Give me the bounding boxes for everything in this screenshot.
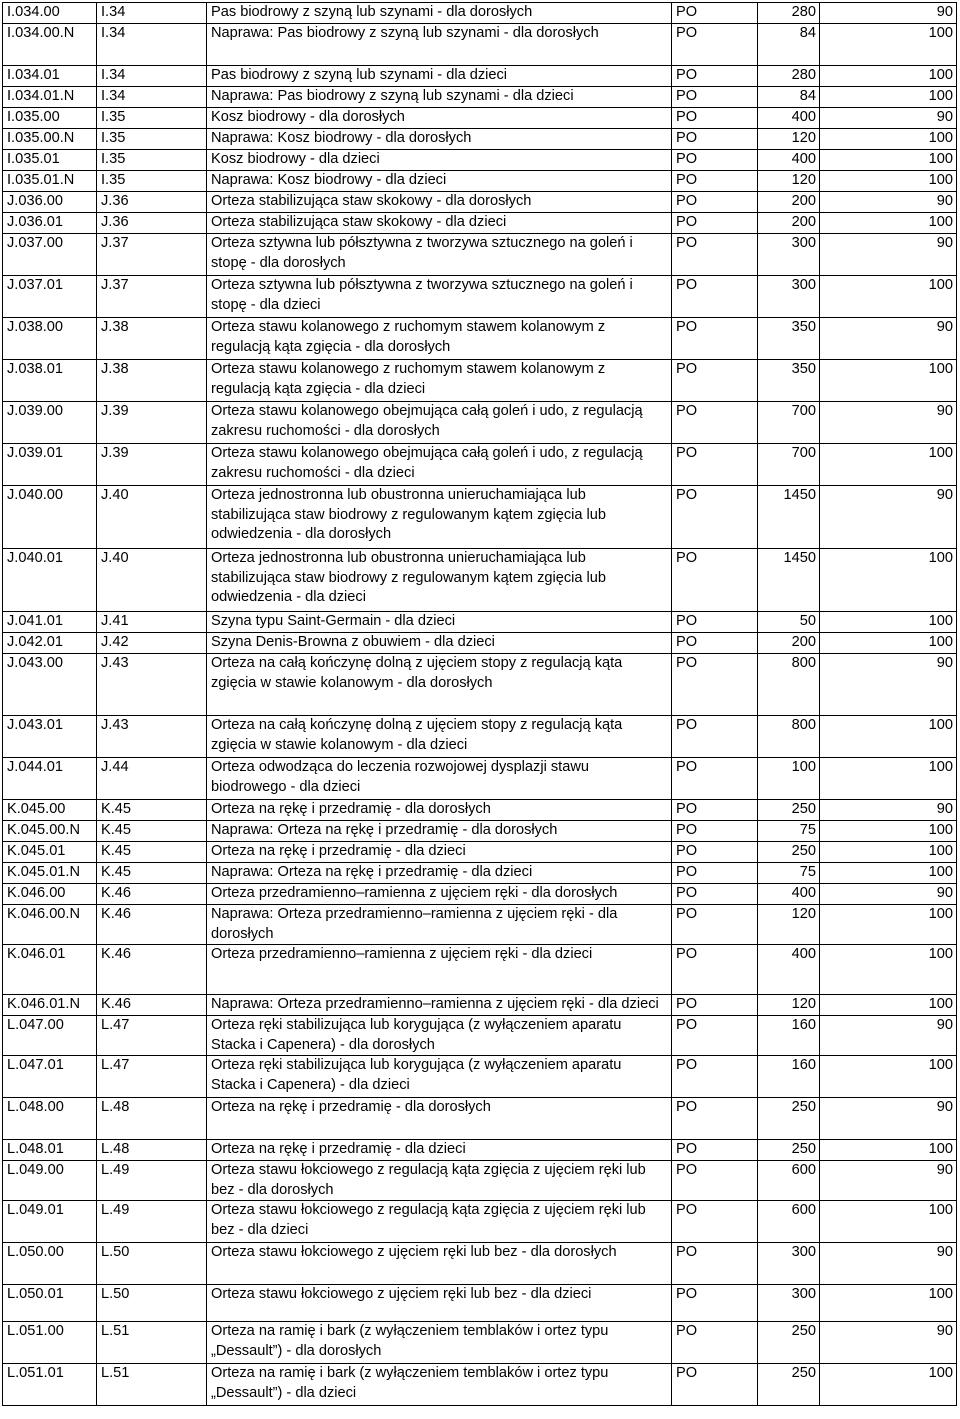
group-cell: K.45 bbox=[97, 821, 207, 842]
limit-cell: 75 bbox=[758, 821, 820, 842]
code-cell: J.044.01 bbox=[3, 758, 97, 800]
code-cell: J.040.00 bbox=[3, 486, 97, 549]
type-cell: PO bbox=[672, 129, 758, 150]
type-cell: PO bbox=[672, 1201, 758, 1243]
limit-cell: 280 bbox=[758, 66, 820, 87]
percent-cell: 100 bbox=[820, 24, 957, 66]
code-cell: L.049.00 bbox=[3, 1161, 97, 1201]
group-cell: K.45 bbox=[97, 842, 207, 863]
group-cell: J.39 bbox=[97, 402, 207, 444]
table-row bbox=[3, 995, 957, 1016]
type-cell: PO bbox=[672, 758, 758, 800]
description-cell: Pas biodrowy z szyną lub szynami - dla dorosłych bbox=[207, 3, 672, 24]
table-row bbox=[3, 842, 957, 863]
type-cell: PO bbox=[672, 66, 758, 87]
description-cell: Naprawa: Kosz biodrowy - dla dzieci bbox=[207, 171, 672, 192]
code-cell: J.042.01 bbox=[3, 633, 97, 654]
table-row bbox=[3, 633, 957, 654]
percent-cell: 90 bbox=[820, 1016, 957, 1056]
code-cell: K.046.00.N bbox=[3, 905, 97, 945]
percent-cell: 90 bbox=[820, 192, 957, 213]
percent-cell: 90 bbox=[820, 402, 957, 444]
group-cell: L.51 bbox=[97, 1364, 207, 1406]
table-row bbox=[3, 821, 957, 842]
type-cell: PO bbox=[672, 360, 758, 402]
table-row bbox=[3, 24, 957, 66]
description-cell: Orteza na rękę i przedramię - dla dorosłych bbox=[207, 800, 672, 821]
description-cell: Kosz biodrowy - dla dzieci bbox=[207, 150, 672, 171]
description-cell: Orteza stawu łokciowego z ujęciem ręki lub bez - dla dzieci bbox=[207, 1285, 672, 1322]
code-cell: I.034.01 bbox=[3, 66, 97, 87]
description-cell: Orteza stawu łokciowego z regulacją kąta zgięcia z ujęciem ręki lub bez - dla dorosłych bbox=[207, 1161, 672, 1201]
code-cell: J.037.00 bbox=[3, 234, 97, 276]
limit-cell: 250 bbox=[758, 1364, 820, 1406]
table-row bbox=[3, 884, 957, 905]
description-cell: Orteza przedramienno–ramienna z ujęciem ręki - dla dorosłych bbox=[207, 884, 672, 905]
type-cell: PO bbox=[672, 905, 758, 945]
table-row bbox=[3, 1161, 957, 1201]
percent-cell: 100 bbox=[820, 716, 957, 758]
percent-cell: 100 bbox=[820, 1140, 957, 1161]
description-cell: Orteza na całą kończynę dolną z ujęciem stopy z regulacją kąta zgięcia w stawie kolanowym - dla dorosłych bbox=[207, 654, 672, 716]
code-cell: L.050.01 bbox=[3, 1285, 97, 1322]
description-cell: Orteza na ramię i bark (z wyłączeniem temblaków i ortez typu „Dessault”) - dla dzieci bbox=[207, 1364, 672, 1406]
description-cell: Orteza stawu kolanowego z ruchomym stawem kolanowym z regulacją kąta zgięcia - dla dzieci bbox=[207, 360, 672, 402]
group-cell: I.35 bbox=[97, 129, 207, 150]
table-row bbox=[3, 863, 957, 884]
description-cell: Orteza sztywna lub półsztywna z tworzywa sztucznego na goleń i stopę - dla dorosłych bbox=[207, 234, 672, 276]
code-cell: J.037.01 bbox=[3, 276, 97, 318]
description-cell: Orteza sztywna lub półsztywna z tworzywa sztucznego na goleń i stopę - dla dzieci bbox=[207, 276, 672, 318]
code-cell: L.051.00 bbox=[3, 1322, 97, 1364]
group-cell: J.36 bbox=[97, 213, 207, 234]
limit-cell: 120 bbox=[758, 995, 820, 1016]
table-row bbox=[3, 3, 957, 24]
description-cell: Szyna typu Saint-Germain - dla dzieci bbox=[207, 612, 672, 633]
percent-cell: 100 bbox=[820, 612, 957, 633]
description-cell: Orteza stabilizująca staw skokowy - dla dzieci bbox=[207, 213, 672, 234]
group-cell: I.34 bbox=[97, 87, 207, 108]
table-row bbox=[3, 758, 957, 800]
table-row bbox=[3, 1016, 957, 1056]
table-row bbox=[3, 192, 957, 213]
limit-cell: 400 bbox=[758, 945, 820, 995]
limit-cell: 250 bbox=[758, 800, 820, 821]
table-row bbox=[3, 213, 957, 234]
type-cell: PO bbox=[672, 1140, 758, 1161]
limit-cell: 300 bbox=[758, 276, 820, 318]
type-cell: PO bbox=[672, 1364, 758, 1406]
percent-cell: 100 bbox=[820, 905, 957, 945]
percent-cell: 100 bbox=[820, 1201, 957, 1243]
type-cell: PO bbox=[672, 234, 758, 276]
code-cell: J.043.01 bbox=[3, 716, 97, 758]
code-cell: J.040.01 bbox=[3, 549, 97, 612]
group-cell: L.47 bbox=[97, 1016, 207, 1056]
table-row bbox=[3, 486, 957, 549]
group-cell: K.46 bbox=[97, 884, 207, 905]
type-cell: PO bbox=[672, 486, 758, 549]
table-row bbox=[3, 150, 957, 171]
description-cell: Orteza stawu kolanowego z ruchomym stawem kolanowym z regulacją kąta zgięcia - dla dorosłych bbox=[207, 318, 672, 360]
description-cell: Orteza stawu łokciowego z regulacją kąta zgięcia z ujęciem ręki lub bez - dla dzieci bbox=[207, 1201, 672, 1243]
percent-cell: 100 bbox=[820, 1364, 957, 1406]
type-cell: PO bbox=[672, 821, 758, 842]
type-cell: PO bbox=[672, 1243, 758, 1285]
limit-cell: 600 bbox=[758, 1201, 820, 1243]
type-cell: PO bbox=[672, 654, 758, 716]
percent-cell: 90 bbox=[820, 800, 957, 821]
type-cell: PO bbox=[672, 549, 758, 612]
code-cell: L.047.01 bbox=[3, 1056, 97, 1098]
type-cell: PO bbox=[672, 612, 758, 633]
percent-cell: 100 bbox=[820, 129, 957, 150]
table-row bbox=[3, 171, 957, 192]
table-row bbox=[3, 1243, 957, 1285]
group-cell: I.34 bbox=[97, 3, 207, 24]
limit-cell: 250 bbox=[758, 1322, 820, 1364]
description-cell: Orteza stawu kolanowego obejmująca całą goleń i udo, z regulacją zakresu ruchomości - dla dorosłych bbox=[207, 402, 672, 444]
description-cell: Orteza jednostronna lub obustronna unieruchamiająca lub stabilizująca staw biodrowy z regulowanym kątem zgięcia lub odwiedzenia - dla dorosłych bbox=[207, 486, 672, 549]
group-cell: L.51 bbox=[97, 1322, 207, 1364]
group-cell: I.35 bbox=[97, 150, 207, 171]
limit-cell: 800 bbox=[758, 654, 820, 716]
percent-cell: 100 bbox=[820, 444, 957, 486]
limit-cell: 250 bbox=[758, 1098, 820, 1140]
description-cell: Naprawa: Orteza przedramienno–ramienna z ujęciem ręki - dla dorosłych bbox=[207, 905, 672, 945]
group-cell: K.46 bbox=[97, 905, 207, 945]
code-cell: I.034.01.N bbox=[3, 87, 97, 108]
limit-cell: 600 bbox=[758, 1161, 820, 1201]
code-cell: J.036.01 bbox=[3, 213, 97, 234]
type-cell: PO bbox=[672, 108, 758, 129]
group-cell: J.39 bbox=[97, 444, 207, 486]
table-row bbox=[3, 1364, 957, 1406]
code-cell: I.035.00 bbox=[3, 108, 97, 129]
group-cell: I.34 bbox=[97, 24, 207, 66]
limit-cell: 84 bbox=[758, 24, 820, 66]
code-cell: L.049.01 bbox=[3, 1201, 97, 1243]
group-cell: L.47 bbox=[97, 1056, 207, 1098]
group-cell: J.43 bbox=[97, 716, 207, 758]
type-cell: PO bbox=[672, 444, 758, 486]
limit-cell: 1450 bbox=[758, 549, 820, 612]
type-cell: PO bbox=[672, 213, 758, 234]
table-row bbox=[3, 402, 957, 444]
type-cell: PO bbox=[672, 87, 758, 108]
description-cell: Orteza stawu kolanowego obejmująca całą goleń i udo, z regulacją zakresu ruchomości - dla dzieci bbox=[207, 444, 672, 486]
code-cell: L.047.00 bbox=[3, 1016, 97, 1056]
type-cell: PO bbox=[672, 842, 758, 863]
limit-cell: 800 bbox=[758, 716, 820, 758]
code-cell: K.045.00.N bbox=[3, 821, 97, 842]
limit-cell: 200 bbox=[758, 633, 820, 654]
table-row bbox=[3, 318, 957, 360]
code-cell: K.045.01.N bbox=[3, 863, 97, 884]
code-cell: J.043.00 bbox=[3, 654, 97, 716]
group-cell: I.35 bbox=[97, 171, 207, 192]
limit-cell: 84 bbox=[758, 87, 820, 108]
code-cell: I.034.00 bbox=[3, 3, 97, 24]
code-cell: K.045.01 bbox=[3, 842, 97, 863]
group-cell: J.42 bbox=[97, 633, 207, 654]
type-cell: PO bbox=[672, 863, 758, 884]
type-cell: PO bbox=[672, 1098, 758, 1140]
limit-cell: 120 bbox=[758, 129, 820, 150]
limit-cell: 100 bbox=[758, 758, 820, 800]
code-cell: J.041.01 bbox=[3, 612, 97, 633]
limit-cell: 250 bbox=[758, 1140, 820, 1161]
group-cell: J.40 bbox=[97, 486, 207, 549]
description-cell: Orteza ręki stabilizująca lub korygująca (z wyłączeniem aparatu Stacka i Capenera) - dla dzieci bbox=[207, 1056, 672, 1098]
group-cell: L.48 bbox=[97, 1140, 207, 1161]
percent-cell: 100 bbox=[820, 360, 957, 402]
table-row bbox=[3, 1056, 957, 1098]
description-cell: Orteza przedramienno–ramienna z ujęciem ręki - dla dzieci bbox=[207, 945, 672, 995]
type-cell: PO bbox=[672, 1016, 758, 1056]
description-cell: Orteza na całą kończynę dolną z ujęciem stopy z regulacją kąta zgięcia w stawie kolanowym - dla dzieci bbox=[207, 716, 672, 758]
type-cell: PO bbox=[672, 24, 758, 66]
type-cell: PO bbox=[672, 192, 758, 213]
table-row bbox=[3, 129, 957, 150]
table-row bbox=[3, 549, 957, 612]
table-row bbox=[3, 945, 957, 995]
limit-cell: 700 bbox=[758, 444, 820, 486]
code-cell: J.039.00 bbox=[3, 402, 97, 444]
percent-cell: 100 bbox=[820, 842, 957, 863]
group-cell: L.50 bbox=[97, 1285, 207, 1322]
group-cell: K.45 bbox=[97, 863, 207, 884]
table-row bbox=[3, 905, 957, 945]
limit-cell: 160 bbox=[758, 1016, 820, 1056]
limit-cell: 50 bbox=[758, 612, 820, 633]
limit-cell: 1450 bbox=[758, 486, 820, 549]
type-cell: PO bbox=[672, 633, 758, 654]
percent-cell: 100 bbox=[820, 549, 957, 612]
percent-cell: 100 bbox=[820, 821, 957, 842]
type-cell: PO bbox=[672, 171, 758, 192]
group-cell: K.45 bbox=[97, 800, 207, 821]
code-cell: K.046.01 bbox=[3, 945, 97, 995]
pricing-table bbox=[2, 2, 957, 1406]
type-cell: PO bbox=[672, 150, 758, 171]
type-cell: PO bbox=[672, 884, 758, 905]
type-cell: PO bbox=[672, 1056, 758, 1098]
limit-cell: 300 bbox=[758, 234, 820, 276]
group-cell: K.46 bbox=[97, 945, 207, 995]
table-row bbox=[3, 1201, 957, 1243]
percent-cell: 100 bbox=[820, 1056, 957, 1098]
limit-cell: 700 bbox=[758, 402, 820, 444]
group-cell: J.40 bbox=[97, 549, 207, 612]
percent-cell: 90 bbox=[820, 654, 957, 716]
group-cell: K.46 bbox=[97, 995, 207, 1016]
code-cell: I.035.01.N bbox=[3, 171, 97, 192]
type-cell: PO bbox=[672, 1322, 758, 1364]
description-cell: Orteza na rękę i przedramię - dla dzieci bbox=[207, 842, 672, 863]
code-cell: L.050.00 bbox=[3, 1243, 97, 1285]
description-cell: Orteza stawu łokciowego z ujęciem ręki lub bez - dla dorosłych bbox=[207, 1243, 672, 1285]
limit-cell: 120 bbox=[758, 905, 820, 945]
limit-cell: 300 bbox=[758, 1243, 820, 1285]
code-cell: I.035.00.N bbox=[3, 129, 97, 150]
group-cell: L.49 bbox=[97, 1161, 207, 1201]
limit-cell: 400 bbox=[758, 150, 820, 171]
code-cell: J.036.00 bbox=[3, 192, 97, 213]
type-cell: PO bbox=[672, 716, 758, 758]
limit-cell: 350 bbox=[758, 318, 820, 360]
table-row bbox=[3, 1285, 957, 1322]
limit-cell: 75 bbox=[758, 863, 820, 884]
description-cell: Kosz biodrowy - dla dorosłych bbox=[207, 108, 672, 129]
percent-cell: 90 bbox=[820, 108, 957, 129]
description-cell: Orteza ręki stabilizująca lub korygująca (z wyłączeniem aparatu Stacka i Capenera) - dla dorosłych bbox=[207, 1016, 672, 1056]
percent-cell: 100 bbox=[820, 863, 957, 884]
group-cell: J.44 bbox=[97, 758, 207, 800]
limit-cell: 250 bbox=[758, 842, 820, 863]
group-cell: I.35 bbox=[97, 108, 207, 129]
percent-cell: 100 bbox=[820, 87, 957, 108]
table-row bbox=[3, 108, 957, 129]
limit-cell: 400 bbox=[758, 108, 820, 129]
table-row bbox=[3, 66, 957, 87]
code-cell: K.046.01.N bbox=[3, 995, 97, 1016]
group-cell: L.49 bbox=[97, 1201, 207, 1243]
percent-cell: 90 bbox=[820, 3, 957, 24]
percent-cell: 100 bbox=[820, 213, 957, 234]
percent-cell: 100 bbox=[820, 633, 957, 654]
description-cell: Naprawa: Kosz biodrowy - dla dorosłych bbox=[207, 129, 672, 150]
description-cell: Orteza na rękę i przedramię - dla dorosłych bbox=[207, 1098, 672, 1140]
percent-cell: 90 bbox=[820, 1322, 957, 1364]
description-cell: Pas biodrowy z szyną lub szynami - dla dzieci bbox=[207, 66, 672, 87]
code-cell: K.046.00 bbox=[3, 884, 97, 905]
description-cell: Orteza na ramię i bark (z wyłączeniem temblaków i ortez typu „Dessault”) - dla dorosłych bbox=[207, 1322, 672, 1364]
percent-cell: 90 bbox=[820, 1243, 957, 1285]
percent-cell: 100 bbox=[820, 171, 957, 192]
table-row bbox=[3, 234, 957, 276]
group-cell: L.48 bbox=[97, 1098, 207, 1140]
table-row bbox=[3, 654, 957, 716]
type-cell: PO bbox=[672, 1161, 758, 1201]
group-cell: J.36 bbox=[97, 192, 207, 213]
group-cell: I.34 bbox=[97, 66, 207, 87]
description-cell: Naprawa: Pas biodrowy z szyną lub szynami - dla dorosłych bbox=[207, 24, 672, 66]
type-cell: PO bbox=[672, 276, 758, 318]
percent-cell: 90 bbox=[820, 234, 957, 276]
code-cell: J.038.01 bbox=[3, 360, 97, 402]
percent-cell: 90 bbox=[820, 1161, 957, 1201]
group-cell: J.37 bbox=[97, 276, 207, 318]
table-row bbox=[3, 1098, 957, 1140]
limit-cell: 160 bbox=[758, 1056, 820, 1098]
description-cell: Naprawa: Pas biodrowy z szyną lub szynami - dla dzieci bbox=[207, 87, 672, 108]
type-cell: PO bbox=[672, 318, 758, 360]
code-cell: J.039.01 bbox=[3, 444, 97, 486]
table-row bbox=[3, 360, 957, 402]
code-cell: I.035.01 bbox=[3, 150, 97, 171]
percent-cell: 90 bbox=[820, 1098, 957, 1140]
percent-cell: 90 bbox=[820, 318, 957, 360]
percent-cell: 100 bbox=[820, 150, 957, 171]
table-row bbox=[3, 800, 957, 821]
description-cell: Orteza jednostronna lub obustronna unieruchamiająca lub stabilizująca staw biodrowy z regulowanym kątem zgięcia lub odwiedzenia - dla dzieci bbox=[207, 549, 672, 612]
group-cell: J.38 bbox=[97, 318, 207, 360]
group-cell: J.37 bbox=[97, 234, 207, 276]
limit-cell: 300 bbox=[758, 1285, 820, 1322]
table-row bbox=[3, 716, 957, 758]
limit-cell: 400 bbox=[758, 884, 820, 905]
table-row bbox=[3, 276, 957, 318]
description-cell: Orteza odwodząca do leczenia rozwojowej dysplazji stawu biodrowego - dla dzieci bbox=[207, 758, 672, 800]
description-cell: Orteza stabilizująca staw skokowy - dla dorosłych bbox=[207, 192, 672, 213]
table-body bbox=[3, 3, 957, 1406]
group-cell: J.43 bbox=[97, 654, 207, 716]
percent-cell: 100 bbox=[820, 276, 957, 318]
table-row bbox=[3, 87, 957, 108]
type-cell: PO bbox=[672, 1285, 758, 1322]
table-row bbox=[3, 612, 957, 633]
limit-cell: 200 bbox=[758, 192, 820, 213]
description-cell: Naprawa: Orteza przedramienno–ramienna z ujęciem ręki - dla dzieci bbox=[207, 995, 672, 1016]
description-cell: Naprawa: Orteza na rękę i przedramię - dla dorosłych bbox=[207, 821, 672, 842]
description-cell: Orteza na rękę i przedramię - dla dzieci bbox=[207, 1140, 672, 1161]
percent-cell: 100 bbox=[820, 995, 957, 1016]
percent-cell: 100 bbox=[820, 758, 957, 800]
group-cell: J.41 bbox=[97, 612, 207, 633]
table-row bbox=[3, 444, 957, 486]
group-cell: L.50 bbox=[97, 1243, 207, 1285]
type-cell: PO bbox=[672, 402, 758, 444]
percent-cell: 100 bbox=[820, 945, 957, 995]
table-row bbox=[3, 1322, 957, 1364]
table-row bbox=[3, 1140, 957, 1161]
limit-cell: 120 bbox=[758, 171, 820, 192]
percent-cell: 90 bbox=[820, 884, 957, 905]
group-cell: J.38 bbox=[97, 360, 207, 402]
code-cell: L.048.00 bbox=[3, 1098, 97, 1140]
description-cell: Naprawa: Orteza na rękę i przedramię - dla dzieci bbox=[207, 863, 672, 884]
type-cell: PO bbox=[672, 3, 758, 24]
type-cell: PO bbox=[672, 995, 758, 1016]
code-cell: I.034.00.N bbox=[3, 24, 97, 66]
limit-cell: 350 bbox=[758, 360, 820, 402]
percent-cell: 100 bbox=[820, 1285, 957, 1322]
description-cell: Szyna Denis-Browna z obuwiem - dla dzieci bbox=[207, 633, 672, 654]
code-cell: L.051.01 bbox=[3, 1364, 97, 1406]
type-cell: PO bbox=[672, 945, 758, 995]
percent-cell: 100 bbox=[820, 66, 957, 87]
code-cell: J.038.00 bbox=[3, 318, 97, 360]
code-cell: L.048.01 bbox=[3, 1140, 97, 1161]
code-cell: K.045.00 bbox=[3, 800, 97, 821]
percent-cell: 90 bbox=[820, 486, 957, 549]
limit-cell: 280 bbox=[758, 3, 820, 24]
type-cell: PO bbox=[672, 800, 758, 821]
limit-cell: 200 bbox=[758, 213, 820, 234]
